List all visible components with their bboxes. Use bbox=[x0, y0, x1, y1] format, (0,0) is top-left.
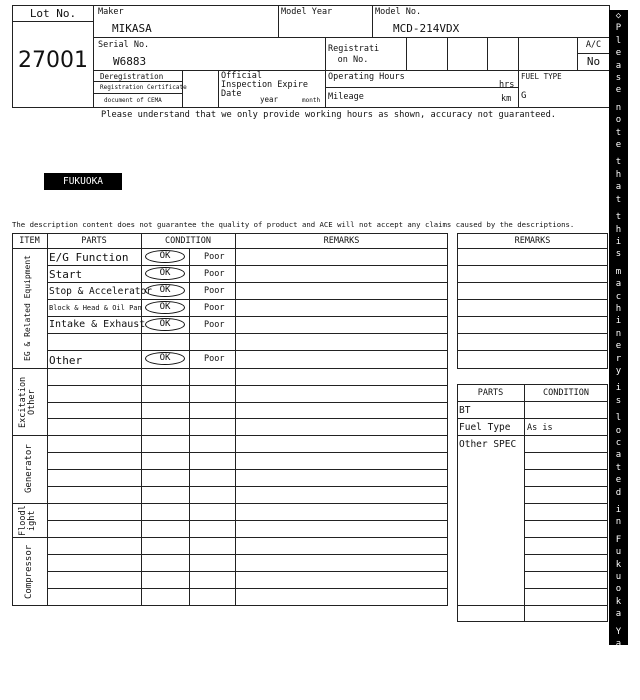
disclaimer-text: The description content does not guarantee the quality of product and ACE will not accept any claims caused by the descriptions. bbox=[12, 220, 575, 229]
sidebar-char: ◇ bbox=[615, 688, 622, 699]
sidebar-char: h bbox=[615, 303, 622, 314]
location-badge: FUKUOKA bbox=[44, 173, 122, 190]
part-intake-exhaust: Intake & Exhaust bbox=[49, 319, 146, 330]
sidebar-char: ◆ bbox=[615, 676, 622, 687]
sidebar-char: s bbox=[615, 395, 622, 406]
poor-other[interactable]: Poor bbox=[204, 354, 225, 364]
ok-stop-accelerator[interactable]: OK bbox=[145, 284, 185, 297]
sidebar-char: r bbox=[615, 651, 622, 662]
sidebar-char: k bbox=[615, 559, 622, 570]
ok-intake-exhaust[interactable]: OK bbox=[145, 318, 185, 331]
sidebar-char: e bbox=[615, 475, 622, 486]
sidebar-char: a bbox=[615, 639, 622, 650]
sidebar-char: e bbox=[615, 48, 622, 59]
lot-value: 27001 bbox=[18, 48, 88, 73]
sidebar-char: m bbox=[615, 266, 622, 277]
ac-label: A/C bbox=[585, 40, 602, 50]
sidebar-char: a bbox=[615, 182, 622, 193]
sidebar-char: e bbox=[615, 341, 622, 352]
fuel-label: Fuel Type bbox=[459, 422, 511, 433]
sidebar-char: F bbox=[615, 534, 622, 545]
km-label: km bbox=[501, 94, 512, 104]
sidebar-char: e bbox=[615, 140, 622, 151]
sidebar-char: t bbox=[615, 212, 622, 223]
part-start: Start bbox=[49, 268, 83, 281]
sidebar-char: k bbox=[615, 596, 622, 607]
sidebar-char: s bbox=[615, 249, 622, 260]
part-other: Other bbox=[49, 354, 83, 367]
sidebar-char: c bbox=[615, 438, 622, 448]
sidebar-char: y bbox=[615, 365, 622, 376]
mileage-label: Mileage bbox=[328, 92, 364, 102]
poor-start[interactable]: Poor bbox=[204, 269, 225, 279]
right-parts-header: PARTS bbox=[477, 388, 504, 398]
bt-label: BT bbox=[459, 405, 471, 416]
part-eg-function: E/G Function bbox=[49, 251, 129, 264]
right-remarks-table bbox=[457, 233, 608, 369]
group-eg-related-equipment: EG & Related Equipment bbox=[23, 255, 32, 361]
sidebar-char: t bbox=[615, 194, 622, 205]
sidebar-char: i bbox=[615, 383, 622, 394]
model-no-value: MCD-214VDX bbox=[393, 22, 460, 35]
sidebar-char: n bbox=[615, 517, 622, 528]
ac-value: No bbox=[586, 55, 601, 68]
serial-label: Serial No. bbox=[98, 40, 150, 50]
notice-text: Please understand that we only provide working hours as shown, accuracy not guaranteed. bbox=[101, 110, 557, 120]
location-notice-sidebar bbox=[609, 10, 628, 699]
deregistration-label: Deregistration bbox=[100, 72, 164, 81]
ok-other[interactable]: OK bbox=[145, 352, 185, 365]
operating-hours-label: Operating Hours bbox=[328, 72, 405, 82]
sidebar-char: o bbox=[615, 115, 622, 126]
group-compressor: Compressor bbox=[24, 544, 34, 600]
sidebar-char: ◇ bbox=[615, 11, 622, 21]
sidebar-char: c bbox=[615, 291, 622, 302]
document-cema-label: document of CEMA bbox=[104, 97, 162, 104]
sidebar-char: e bbox=[615, 85, 622, 96]
sidebar-char: o bbox=[615, 425, 622, 436]
registration-certificate-label: Registration Certificate bbox=[100, 84, 187, 91]
sidebar-char: d bbox=[615, 663, 622, 674]
maker-value: MIKASA bbox=[112, 22, 152, 35]
inspection-label: Official Inspection Expire Date bbox=[221, 71, 308, 99]
sidebar-char: i bbox=[615, 316, 622, 327]
fuel-value: As is bbox=[527, 423, 553, 433]
poor-block-head-oil-pan[interactable]: Poor bbox=[204, 303, 225, 313]
item-header: ITEM bbox=[19, 236, 40, 246]
sidebar-char: l bbox=[615, 35, 622, 46]
hrs-label: hrs bbox=[499, 80, 515, 90]
sidebar-char: a bbox=[615, 450, 622, 461]
sidebar-char: a bbox=[615, 279, 622, 290]
sidebar-char: i bbox=[615, 236, 622, 247]
right-condition-header: CONDITION bbox=[542, 388, 590, 398]
sidebar-char: t bbox=[615, 462, 622, 473]
group-excitation-other: Excitation Other bbox=[18, 376, 37, 428]
sidebar-char: s bbox=[615, 73, 622, 84]
fuel-type-label: FUEL TYPE bbox=[521, 72, 562, 81]
sidebar-char: P bbox=[615, 23, 622, 34]
model-year-label: Model Year bbox=[281, 7, 333, 17]
group-generator: Generator bbox=[24, 444, 34, 494]
sidebar-char: u bbox=[615, 547, 622, 558]
remarks-header: REMARKS bbox=[323, 236, 360, 246]
sidebar-char: h bbox=[615, 169, 622, 180]
fuel-type-value: G bbox=[521, 91, 527, 101]
other-spec-label: Other SPEC bbox=[459, 439, 517, 450]
sidebar-char: a bbox=[615, 60, 622, 71]
sidebar-char: o bbox=[615, 584, 622, 595]
sidebar-char: t bbox=[615, 157, 622, 168]
month-label: month bbox=[302, 97, 321, 104]
sidebar-char: r bbox=[615, 353, 622, 364]
poor-intake-exhaust[interactable]: Poor bbox=[204, 320, 225, 330]
year-label: year bbox=[260, 95, 279, 104]
poor-stop-accelerator[interactable]: Poor bbox=[204, 286, 225, 296]
part-stop-accelerator: Stop & Accelerator bbox=[49, 286, 152, 297]
serial-value: W6883 bbox=[113, 55, 147, 68]
sidebar-char: l bbox=[615, 413, 622, 424]
registration-label: Registrati on No. bbox=[328, 44, 380, 65]
sidebar-char: t bbox=[615, 127, 622, 138]
model-no-label: Model No. bbox=[375, 7, 422, 17]
sidebar-char: n bbox=[615, 328, 622, 339]
sidebar-char: d bbox=[615, 487, 622, 498]
part-block-head-oil-pan: Block & Head & Oil Pan bbox=[49, 304, 142, 312]
right-remarks-header: REMARKS bbox=[514, 236, 551, 246]
ok-eg-function[interactable]: OK bbox=[145, 250, 185, 263]
parts-header: PARTS bbox=[81, 236, 107, 246]
sidebar-char: h bbox=[615, 224, 622, 235]
sidebar-char: a bbox=[615, 609, 622, 620]
sidebar-char: Y bbox=[615, 626, 622, 637]
sidebar-char: i bbox=[615, 505, 622, 516]
sidebar-char: u bbox=[615, 572, 622, 583]
maker-label: Maker bbox=[98, 7, 124, 17]
ok-start[interactable]: OK bbox=[145, 267, 185, 280]
condition-header: CONDITION bbox=[164, 236, 212, 246]
poor-eg-function[interactable]: Poor bbox=[204, 252, 225, 262]
lot-label: Lot No. bbox=[29, 7, 77, 20]
ok-block-head-oil-pan[interactable]: OK bbox=[145, 301, 185, 314]
sidebar-char: n bbox=[615, 102, 622, 113]
group-floodlight: Floodl ight bbox=[18, 505, 37, 536]
